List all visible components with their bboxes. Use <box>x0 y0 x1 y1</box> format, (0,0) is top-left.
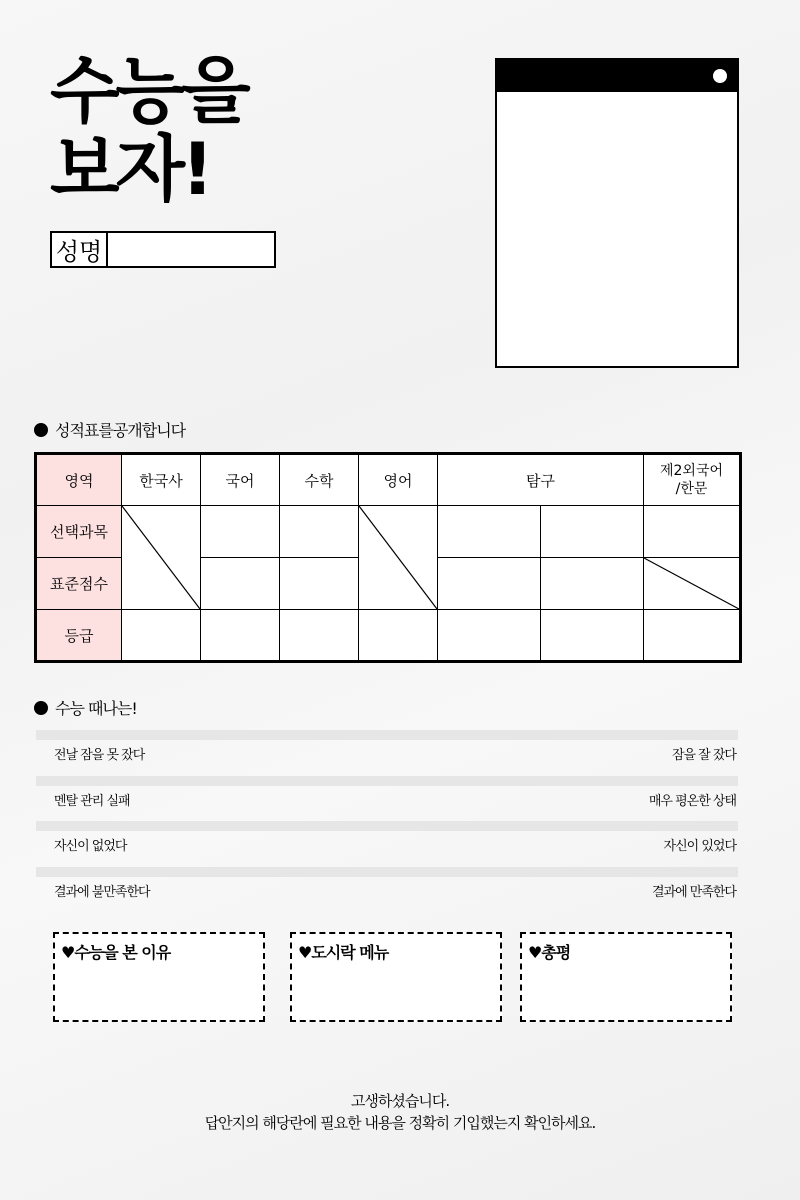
bullet-icon <box>34 701 48 715</box>
condition-scale-row[interactable] <box>36 867 738 913</box>
inquiry1-grade-cell[interactable] <box>438 610 541 662</box>
reason-box-title: ♥수능을 본 이유 <box>61 943 171 962</box>
name-label: 성명 <box>52 233 108 266</box>
subject-math: 수학 <box>280 454 359 506</box>
diagonal-slash-icon <box>644 558 739 609</box>
row-label-area: 영역 <box>36 454 122 506</box>
condition-section-header <box>34 696 137 719</box>
row-label-grade: 등급 <box>36 610 122 662</box>
condition-scale-list <box>36 730 738 912</box>
page-title <box>50 49 247 211</box>
name-input[interactable] <box>108 233 274 266</box>
lunch-menu-box-title: ♥도시락 메뉴 <box>298 943 389 962</box>
english-grade-cell[interactable] <box>359 610 438 662</box>
footer <box>0 1090 800 1134</box>
title-line-2: 보자! <box>50 127 210 211</box>
inquiry1-score-cell[interactable] <box>438 558 541 610</box>
korean-elective-cell[interactable] <box>201 506 280 558</box>
footer-line-2: 답안지의 해당란에 필요한 내용을 정확히 기입했는지 확인하세요. <box>204 1114 596 1132</box>
reason-box[interactable] <box>53 932 265 1022</box>
review-box[interactable] <box>520 932 732 1022</box>
subject-korean: 국어 <box>201 454 280 506</box>
math-grade-cell[interactable] <box>280 610 359 662</box>
korean-grade-cell[interactable] <box>201 610 280 662</box>
condition-scale-row[interactable] <box>36 730 738 776</box>
second-language-slashed-cell <box>644 558 741 610</box>
scale-bar[interactable] <box>36 776 738 786</box>
korean-history-slashed-cell <box>122 506 201 610</box>
condition-scale-row[interactable] <box>36 821 738 867</box>
condition-scale-row[interactable] <box>36 776 738 822</box>
subject-second-language: 제2외국어 /한문 <box>644 454 741 506</box>
subject-english: 영어 <box>359 454 438 506</box>
bullet-icon <box>34 423 48 437</box>
scale-right-label: 매우 평온한 상태 <box>648 793 736 809</box>
name-field[interactable] <box>50 231 276 268</box>
inquiry2-elective-cell[interactable] <box>541 506 644 558</box>
scale-left-label: 결과에 불만족한다 <box>54 884 150 900</box>
scale-bar[interactable] <box>36 867 738 877</box>
grades-section-title: 성적표를공개합니다 <box>55 421 186 440</box>
scale-right-label: 잠을 잘 잤다 <box>671 748 736 763</box>
photo-frame-header <box>497 60 737 92</box>
scale-bar[interactable] <box>36 821 738 831</box>
grades-section-header <box>34 418 185 441</box>
second-language-grade-cell[interactable] <box>644 610 741 662</box>
subject-inquiry: 탐구 <box>438 454 644 506</box>
english-slashed-cell <box>359 506 438 610</box>
diagonal-slash-icon <box>122 506 200 609</box>
scale-bar[interactable] <box>36 730 738 740</box>
second-language-elective-cell[interactable] <box>644 506 741 558</box>
korean-score-cell[interactable] <box>201 558 280 610</box>
row-label-standard-score: 표준점수 <box>36 558 122 610</box>
inquiry2-grade-cell[interactable] <box>541 610 644 662</box>
korean-history-grade-cell[interactable] <box>122 610 201 662</box>
scale-left-label: 전날 잠을 못 잤다 <box>54 748 145 763</box>
scale-left-label: 자신이 없었다 <box>54 839 127 854</box>
math-elective-cell[interactable] <box>280 506 359 558</box>
math-score-cell[interactable] <box>280 558 359 610</box>
title-line-1: 수능을 <box>50 49 247 133</box>
scale-left-label: 멘탈 관리 실패 <box>54 793 130 809</box>
diagonal-slash-icon <box>359 506 437 609</box>
lunch-menu-box[interactable] <box>290 932 502 1022</box>
inquiry2-score-cell[interactable] <box>541 558 644 610</box>
inquiry1-elective-cell[interactable] <box>438 506 541 558</box>
condition-section-title: 수능 때나는! <box>55 699 137 718</box>
grade-table-container <box>34 452 739 660</box>
row-label-elective: 선택과목 <box>36 506 122 558</box>
subject-korean-history: 한국사 <box>122 454 201 506</box>
footer-line-1: 고생하셨습니다. <box>350 1092 450 1110</box>
dot-icon <box>713 69 727 83</box>
grade-table <box>34 452 742 663</box>
photo-frame[interactable] <box>495 58 739 368</box>
scale-right-label: 결과에 만족한다 <box>651 884 736 900</box>
scale-right-label: 자신이 있었다 <box>663 839 736 854</box>
review-box-title: ♥총평 <box>528 943 571 962</box>
